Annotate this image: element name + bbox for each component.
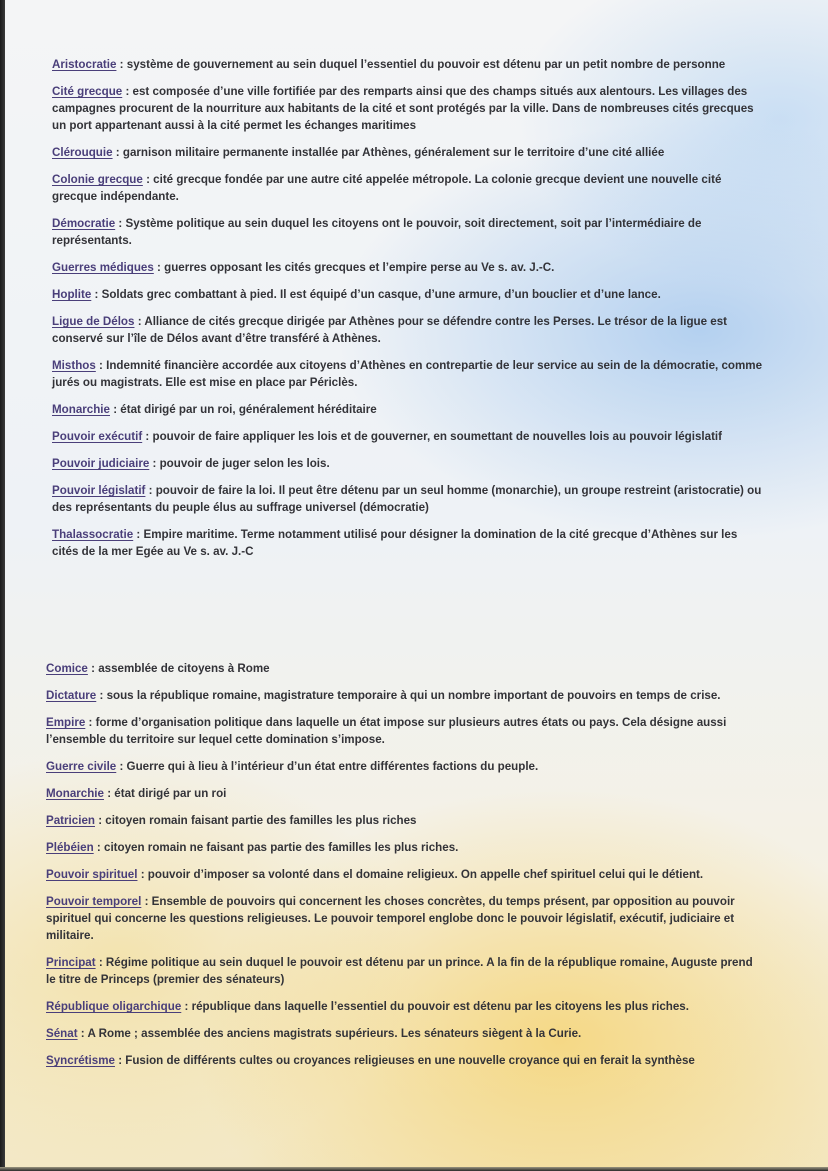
entry-term: Comice (46, 662, 88, 675)
glossary-entry (52, 56, 764, 73)
entry-term: Plébéien (46, 841, 94, 854)
entry-term: Empire (46, 716, 86, 729)
glossary-section-greece (52, 56, 764, 570)
entry-definition: : sous la république romaine, magistrature temporaire à qui un nombre important de pouvoirs en temps de crise. (96, 689, 721, 702)
glossary-entry (52, 215, 764, 249)
entry-definition: : Ensemble de pouvoirs qui concernent les choses concrètes, du temps présent, par opposition au pouvoir spirituel qui concerne les questions religieuses. Le pouvoir temporel englobe donc le pouvoir législatif, exécutif, judiciaire et militaire. (46, 895, 735, 942)
glossary-entry (52, 357, 764, 391)
glossary-entry (46, 660, 762, 677)
entry-term: Pouvoir judiciaire (52, 457, 150, 470)
entry-definition: : assemblée de citoyens à Rome (87, 662, 270, 675)
entry-term: Pouvoir législatif (52, 484, 146, 497)
glossary-entry (46, 785, 762, 802)
entry-definition: : pouvoir de juger selon les lois. (149, 457, 330, 470)
entry-definition: : Régime politique au sein duquel le pouvoir est détenu par un prince. A la fin de la république romaine, Auguste prend le titre de Princeps (premier des sénateurs) (46, 956, 753, 986)
entry-definition: : A Rome ; assemblée des anciens magistrats supérieurs. Les sénateurs siègent à la Curie. (77, 1027, 582, 1040)
glossary-entry (46, 687, 762, 704)
glossary-section-rome (46, 660, 762, 1079)
entry-term: Monarchie (46, 787, 104, 800)
glossary-entry (46, 866, 762, 883)
entry-term: Guerre civile (46, 760, 117, 773)
glossary-entry (52, 455, 764, 472)
entry-term: République oligarchique (46, 1000, 182, 1013)
glossary-entry (46, 1052, 762, 1069)
glossary-entry (46, 714, 762, 748)
entry-definition: : république dans laquelle l’essentiel du pouvoir est détenu par les citoyens les plus riches. (181, 1000, 689, 1013)
entry-term: Ligue de Délos (52, 315, 135, 328)
entry-term: Monarchie (52, 403, 110, 416)
entry-definition: : pouvoir d’imposer sa volonté dans el domaine religieux. On appelle chef spirituel celui qui le détient. (137, 868, 704, 881)
page-bottom-edge (0, 1167, 828, 1171)
entry-definition: : état dirigé par un roi (103, 787, 227, 800)
entry-term: Syncrétisme (46, 1054, 115, 1067)
entry-definition: : garnison militaire permanente installée par Athènes, généralement sur le territoire d’une cité alliée (112, 146, 665, 159)
glossary-entry (46, 954, 762, 988)
glossary-entry (46, 893, 762, 944)
entry-term: Patricien (46, 814, 95, 827)
entry-term: Guerres médiques (52, 261, 154, 274)
entry-definition: : cité grecque fondée par une autre cité appelée métropole. La colonie grecque devient une nouvelle cité grecque indépendante. (52, 173, 722, 203)
entry-definition: : forme d’organisation politique dans laquelle un état impose sur plusieurs autres états ou pays. Cela désigne aussi l’ensemble du territoire sur lequel cette domination s’impose. (46, 716, 727, 746)
glossary-entry (52, 526, 764, 560)
entry-term: Pouvoir exécutif (52, 430, 143, 443)
entry-definition: : citoyen romain faisant partie des familles les plus riches (94, 814, 417, 827)
entry-term: Sénat (46, 1027, 78, 1040)
entry-term: Misthos (52, 359, 96, 372)
entry-term: Principat (46, 956, 96, 969)
glossary-entry (46, 758, 762, 775)
glossary-entry (46, 998, 762, 1015)
entry-definition: : Guerre qui à lieu à l’intérieur d’un état entre différentes factions du peuple. (116, 760, 539, 773)
entry-definition: : citoyen romain ne faisant pas partie des familles les plus riches. (93, 841, 459, 854)
entry-definition: : Indemnité financière accordée aux citoyens d’Athènes en contrepartie de leur service au sein de la démocratie, comme jurés ou magistrats. Elle est mise en place par Périclès. (52, 359, 763, 389)
page-left-edge (0, 0, 5, 1171)
entry-definition: : guerres opposant les cités grecques et l’empire perse au Ve s. av. J.-C. (153, 261, 555, 274)
entry-definition: : Système politique au sein duquel les citoyens ont le pouvoir, soit directement, soit par l’intermédiaire de représentants. (52, 217, 702, 247)
entry-definition: : système de gouvernement au sein duquel l’essentiel du pouvoir est détenu par un petit nombre de personne (116, 58, 726, 71)
entry-definition: : état dirigé par un roi, généralement héréditaire (109, 403, 377, 416)
entry-term: Colonie grecque (52, 173, 143, 186)
glossary-entry (52, 313, 764, 347)
entry-term: Hoplite (52, 288, 92, 301)
entry-definition: : pouvoir de faire la loi. Il peut être détenu par un seul homme (monarchie), un groupe restreint (aristocratie) ou des représentants du peuple élus au suffrage universel (démocratie) (52, 484, 762, 514)
glossary-entry (52, 259, 764, 276)
entry-term: Pouvoir temporel (46, 895, 142, 908)
entry-definition: : Empire maritime. Terme notamment utilisé pour désigner la domination de la cité grecque d’Athènes sur les cités de la mer Egée au Ve s. av. J.-C (52, 528, 738, 558)
entry-definition: : Fusion de différents cultes ou croyances religieuses en une nouvelle croyance qui en ferait la synthèse (114, 1054, 695, 1067)
entry-definition: : Soldats grec combattant à pied. Il est équipé d’un casque, d’une armure, d’un bouclier et d’une lance. (91, 288, 661, 301)
entry-term: Aristocratie (52, 58, 117, 71)
glossary-entry (52, 401, 764, 418)
entry-definition: : Alliance de cités grecque dirigée par Athènes pour se défendre contre les Perses. Le trésor de la ligue est conservé sur l’île de Délos avant d’être transféré à Athènes. (52, 315, 728, 345)
glossary-entry (46, 1025, 762, 1042)
glossary-entry (52, 286, 764, 303)
entry-term: Cité grecque (52, 85, 123, 98)
glossary-entry (52, 83, 764, 134)
entry-definition: : est composée d’une ville fortifiée par des remparts ainsi que des champs situés aux alentours. Les villages des campagnes procurent de la nourriture aux habitants de la cité et sont protégés par la ville. Dans de nombreuses cités grecques un port appartenant aussi à la cité permet les échanges maritimes (52, 85, 754, 132)
entry-term: Dictature (46, 689, 97, 702)
entry-term: Thalassocratie (52, 528, 134, 541)
entry-term: Clérouquie (52, 146, 113, 159)
entry-term: Pouvoir spirituel (46, 868, 138, 881)
glossary-entry (52, 428, 764, 445)
glossary-entry (46, 839, 762, 856)
glossary-entry (52, 482, 764, 516)
glossary-entry (46, 812, 762, 829)
entry-term: Démocratie (52, 217, 116, 230)
glossary-entry (52, 144, 764, 161)
glossary-entry (52, 171, 764, 205)
entry-definition: : pouvoir de faire appliquer les lois et de gouverner, en soumettant de nouvelles lois au pouvoir législatif (142, 430, 723, 443)
